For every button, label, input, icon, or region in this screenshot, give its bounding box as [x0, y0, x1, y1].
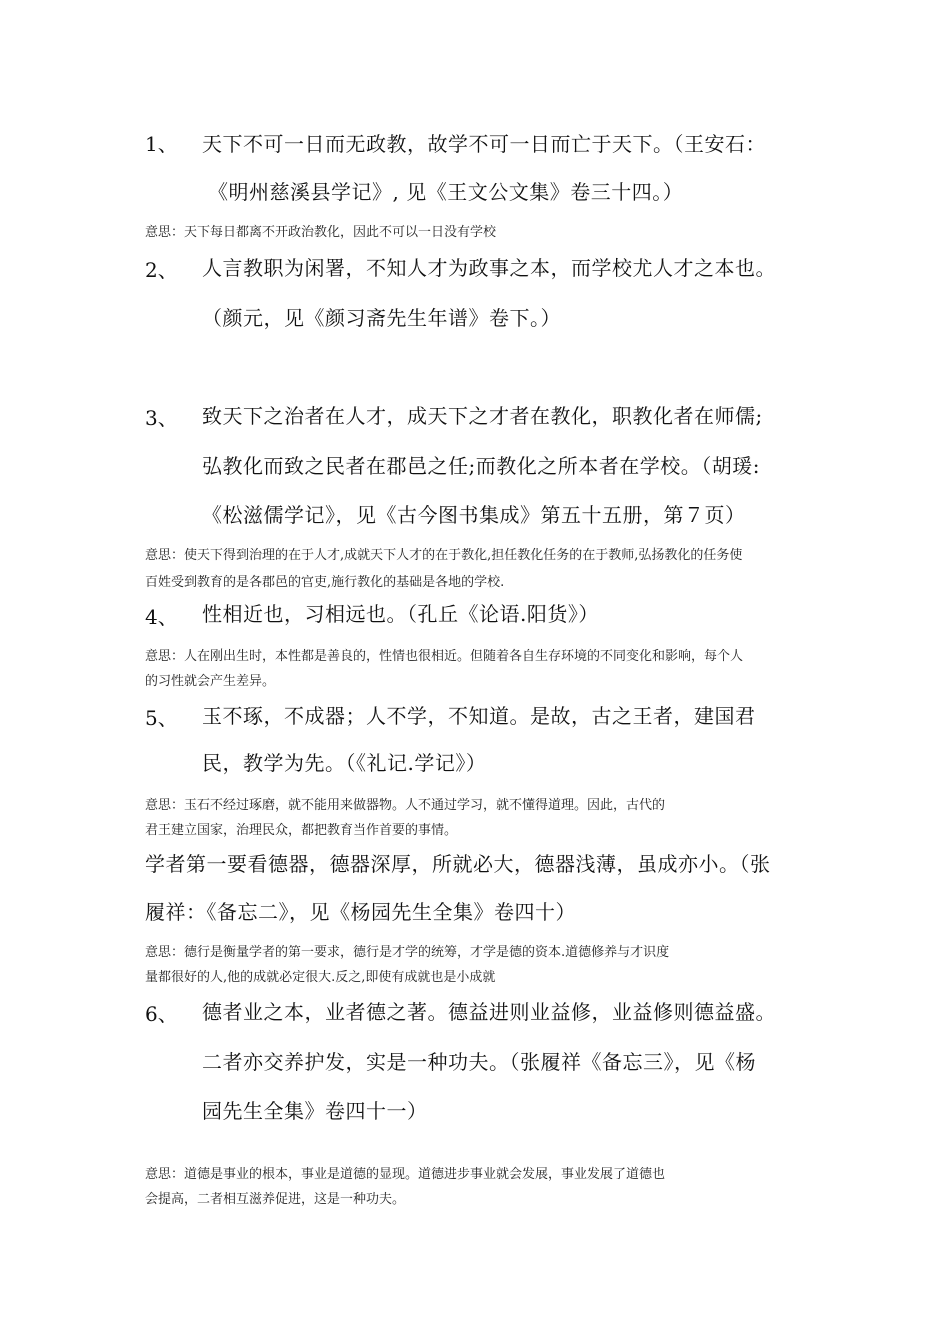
quote-6-line-1: 德者业之本，业者德之著。德益进则业益修，业益修则德益盛。: [202, 1000, 776, 1024]
quote-1-number: 1、: [145, 132, 178, 156]
quote-3-line-1: 致天下之治者在人才，成天下之才者在教化，职教化者在师儒;: [202, 404, 763, 428]
quote-6-line-3: 园先生全集》卷四十一）: [202, 1099, 428, 1123]
quote-3-number: 3、: [145, 406, 178, 430]
quote-5-line-2: 民，教学为先。（《礼记.学记》）: [202, 751, 487, 775]
quote-5-meaning-2: 君王建立国家，治理民众，都把教育当作首要的事情。: [145, 823, 458, 838]
quote-6-number: 6、: [145, 1002, 178, 1026]
quote-1-line-2: 《明州慈溪县学记》, 见《王文公文集》卷三十四。）: [208, 180, 684, 204]
quote-unnumbered-line-1: 学者第一要看德器，德器深厚，所就必大，德器浅薄，虽成亦小。（张: [145, 852, 771, 876]
quote-4-number: 4、: [145, 605, 178, 629]
quote-1-meaning-1: 意思：天下每日都离不开政治教化，因此不可以一日没有学校: [145, 225, 497, 240]
quote-3-meaning-2: 百姓受到教育的是各郡邑的官吏,施行教化的基础是各地的学校.: [145, 575, 505, 590]
quote-5-line-1: 玉不琢，不成器；人不学，不知道。是故，古之王者，建国君: [202, 704, 756, 728]
quote-unnumbered-meaning-2: 量都很好的人,他的成就必定很大.反之,即使有成就也是小成就: [145, 970, 496, 985]
quote-3-meaning-1: 意思：使天下得到治理的在于人才,成就天下人才的在于教化,担任教化任务的在于教师,弘扬教化的任务使: [145, 548, 743, 563]
quote-4-meaning-2: 的习性就会产生差异。: [145, 674, 276, 689]
quote-4-line-1: 性相近也，习相远也。（孔丘《论语.阳货》）: [202, 602, 599, 626]
quote-2-number: 2、: [145, 258, 178, 282]
quote-6-meaning-2: 会提高，二者相互滋养促进，这是一种功夫。: [145, 1192, 406, 1207]
quote-5-meaning-1: 意思：玉石不经过琢磨，就不能用来做器物。人不通过学习，就不懂得道理。因此，古代的: [145, 798, 666, 813]
quote-3-line-2: 弘教化而致之民者在郡邑之任;而教化之所本者在学校。（胡瑗:: [202, 454, 760, 478]
quote-unnumbered-line-2: 履祥：《备忘二》，见《杨园先生全集》卷四十）: [145, 900, 576, 924]
quote-3-line-3: 《松滋儒学记》，见《古今图书集成》第五十五册，第７页）: [202, 503, 746, 527]
quote-unnumbered-meaning-1: 意思：德行是衡量学者的第一要求，德行是才学的统筹，才学是德的资本.道德修养与才识度: [145, 945, 670, 960]
quote-2-line-2: （颜元，见《颜习斋先生年谱》卷下。）: [202, 306, 561, 330]
quote-5-number: 5、: [145, 706, 178, 730]
quote-6-line-2: 二者亦交养护发，实是一种功夫。（张履祥《备忘三》，见《杨: [202, 1050, 756, 1074]
quote-6-meaning-1: 意思：道德是事业的根本，事业是道德的显现。道德进步事业就会发展，事业发展了道德也: [145, 1167, 666, 1182]
quote-1-line-1: 天下不可一日而无政教，故学不可一日而亡于天下。（王安石：: [202, 132, 766, 156]
quote-4-meaning-1: 意思：人在刚出生时，本性都是善良的，性情也很相近。但随着各自生存环境的不同变化和影响，每个人: [145, 649, 744, 664]
quote-2-line-1: 人言教职为闲署，不知人才为政事之本，而学校尤人才之本也。: [202, 256, 776, 280]
